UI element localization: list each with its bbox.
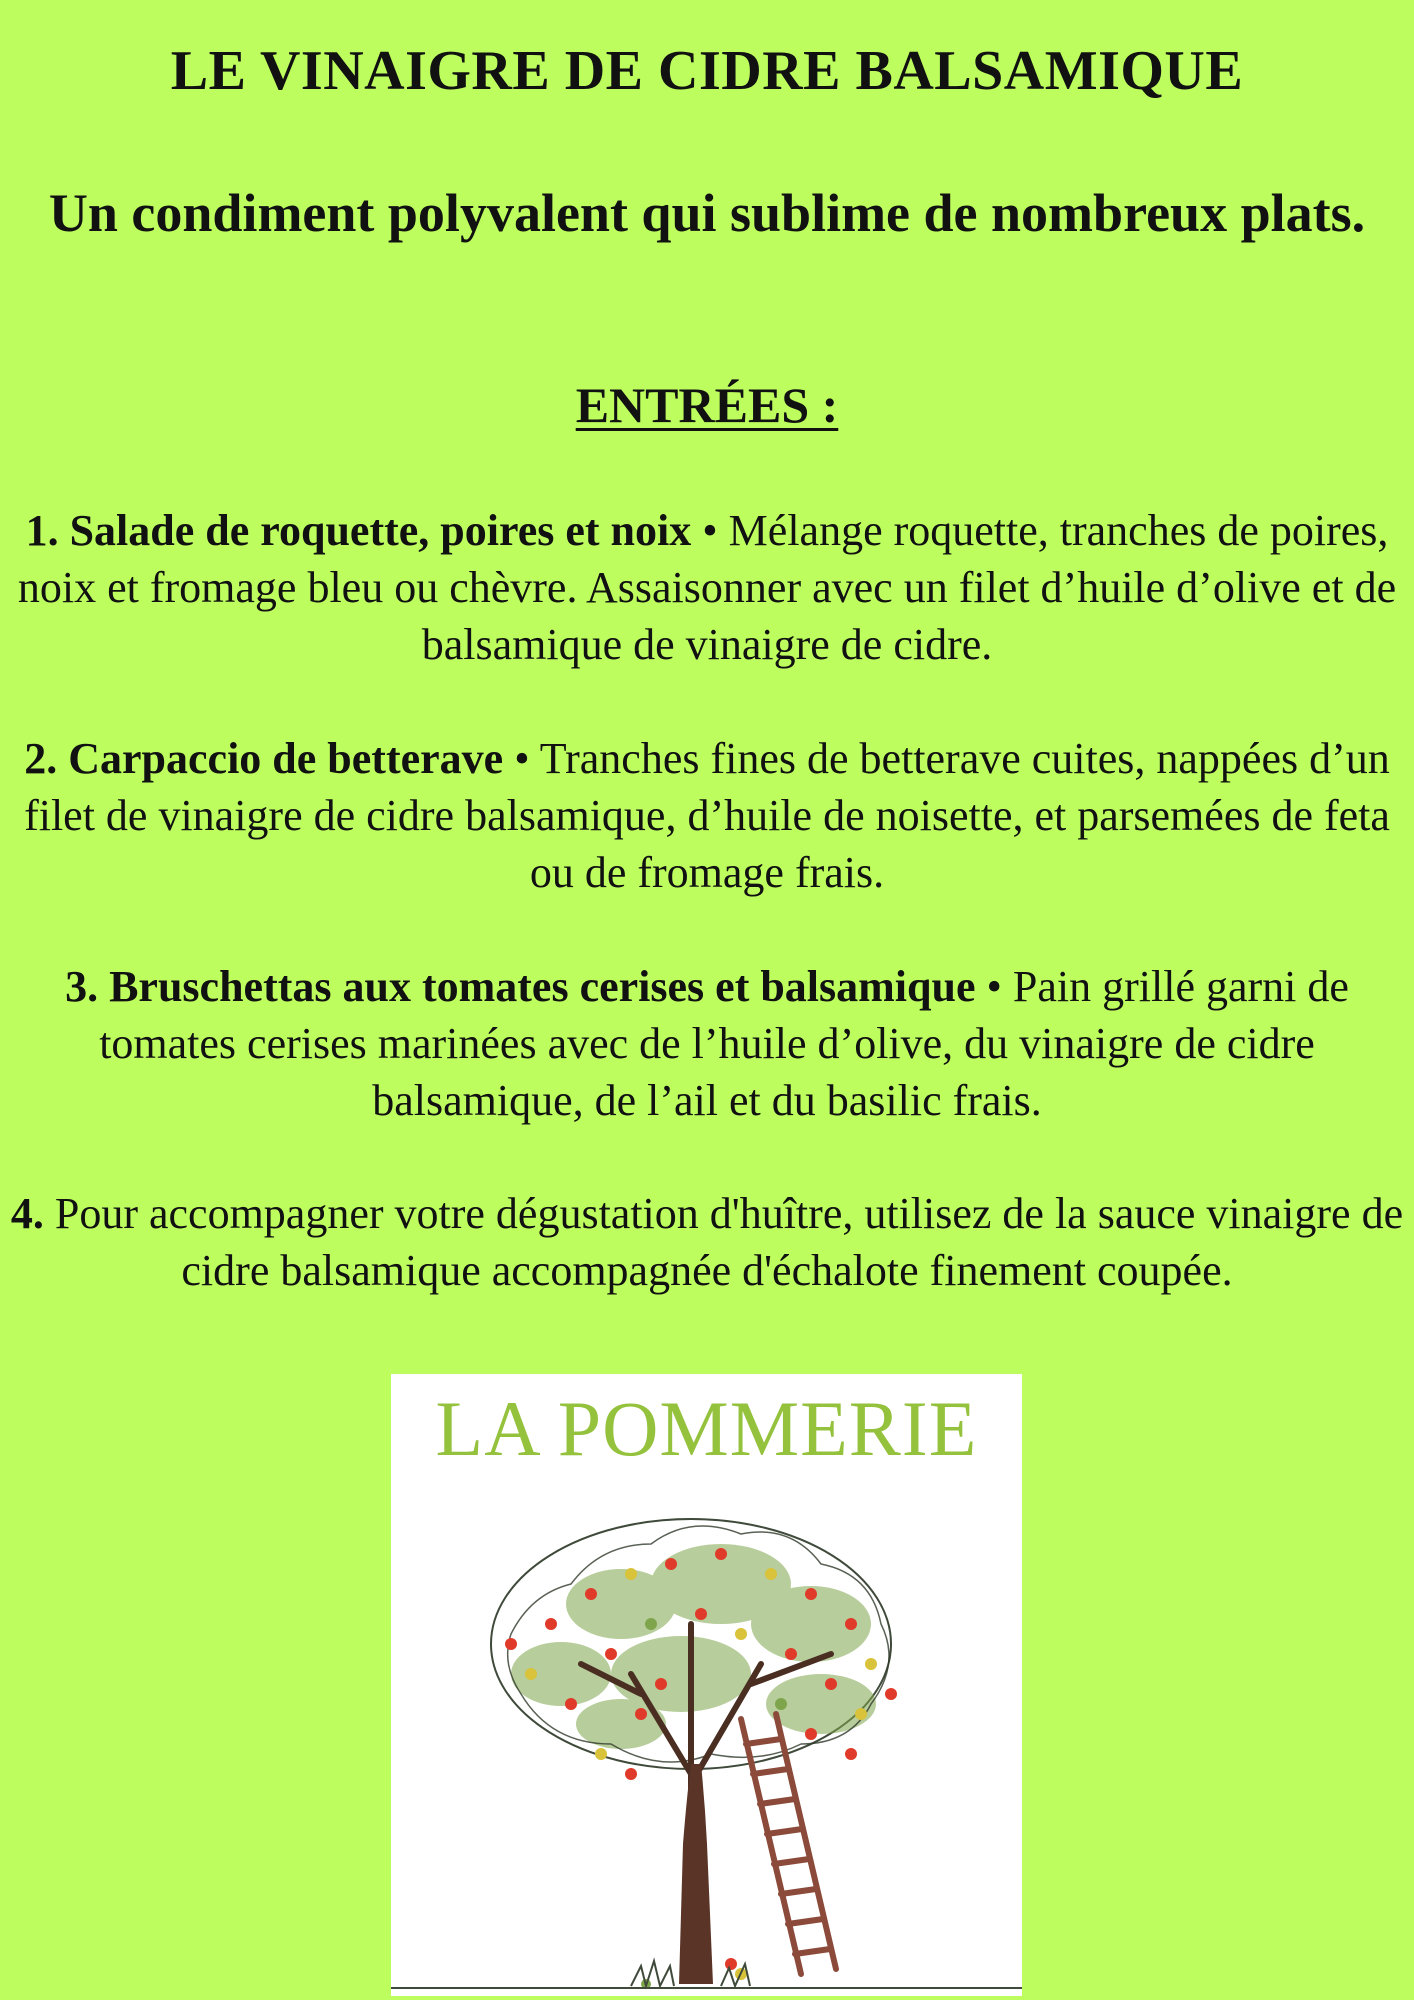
recipe-item (10, 502, 1404, 673)
page-title: LE VINAIGRE DE CIDRE BALSAMIQUE (170, 40, 1244, 102)
recipe-description: • Mélange roquette, tranches de poires, noix et fromage bleu ou chèvre. Assaisonner avec un filet d’huile d’olive et de balsamique de vinaigre de cidre. (17, 506, 1397, 669)
recipe-name: 3. Bruschettas aux tomates cerises et balsamique (65, 962, 976, 1011)
recipe-item (10, 958, 1404, 1129)
recipe-description: • Pain grillé garni de tomates cerises marinées avec de l’huile d’olive, du vinaigre de cidre balsamique, de l’ail et du basilic frais. (99, 962, 1349, 1125)
recipe-item (10, 730, 1404, 901)
recipe-name: 1. Salade de roquette, poires et noix (25, 506, 692, 555)
section-heading: ENTRÉES : (575, 377, 839, 433)
recipe-description: • Tranches fines de betterave cuites, nappées d’un filet de vinaigre de cidre balsamique, d’huile de noisette, et parsemées de feta ou de fromage frais. (24, 734, 1390, 897)
recipe-number: 4. (10, 1189, 44, 1238)
recipe-description: Pour accompagner votre dégustation d'huître, utilisez de la sauce vinaigre de cidre balsamique accompagnée d'échalote finement coupée. (43, 1189, 1404, 1295)
recipe-item (10, 1185, 1404, 1299)
logo-text: LA POMMERIE (435, 1385, 978, 1472)
recipe-name: 2. Carpaccio de betterave (24, 734, 504, 783)
page-subtitle: Un condiment polyvalent qui sublime de nombreux plats. (48, 183, 1366, 243)
la-pommerie-logo (391, 1374, 1022, 1996)
apple-tree-with-ladder-icon (391, 1374, 1022, 1996)
